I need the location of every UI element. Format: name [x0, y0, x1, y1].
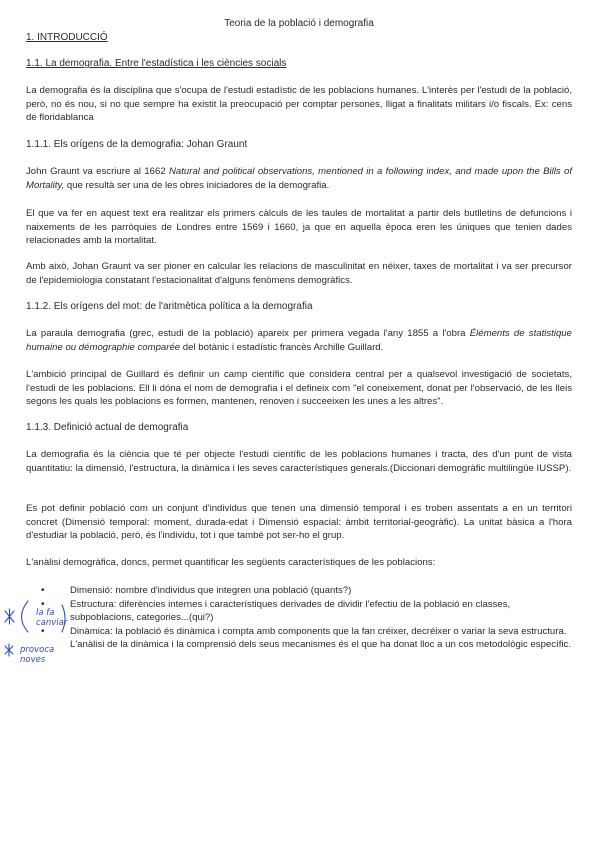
characteristics-list: [70, 584, 572, 652]
text-run: John Graunt va escriure al 1662: [26, 166, 169, 177]
paragraph-definicio-poblacio: Es pot definir població com un conjunt d'individus que tenen una dimensió temporal i es troben assentats a en un territori concret (Dimensió temporal: moment, durada-edat i Dimensió espacial: àmbit territorial-geogràfic). La unitat bàsica a l'hora d'estudiar la població, però, és l'individu, tot i que també pot ser-ho el grup.: [26, 503, 572, 542]
subsection-heading-1-1-1: 1.1.1. Els orígens de la demografia: Johan Graunt: [26, 139, 248, 150]
paragraph-guillard-ambicio: L'ambició principal de Guillard és definir un camp científic que considera central per a qualsevol investigació de societats, l'estudi de les poblacions. Ell li dóna el nom de demografia i el defineix com "el coneixement, donat per l'observació, de les lleis segons les quals les poblacions es formen, mantenen, renoven i succeeixen les unes a les altres".: [26, 369, 572, 408]
handwritten-note: provoca noves: [20, 645, 55, 665]
paragraph-graunt-pioner: Amb això, Johan Graunt va ser pioner en calcular les relacions de masculinitat en néixer, taxes de mortalitat i va ser precursor de l'epidemiologia constatant l'estacionalitat d'alguns fenòmens demogràfics.: [26, 261, 572, 286]
list-item-dimensio: • Dimensió: nombre d'individus que integren una població (quants?): [70, 584, 572, 598]
open-bracket-mark: [22, 601, 29, 632]
text-run: La paraula demografia (grec, estudi de la població) apareix per primera vegada l'any 1855 a l'obra: [26, 328, 470, 339]
text-run: que resultà ser una de les obres iniciadores de la demografia.: [64, 179, 330, 191]
asterisk-mark: [5, 644, 13, 656]
book-title: Éléments de statistique humaine ou démographie comparée: [26, 328, 572, 353]
paragraph-taules-mortalitat: El que va fer en aquest text era realitzar els primers càlculs de les taules de mortalitat a partir dels butlletins de defuncions i naixements de les parròquies de Londres entre 1569 i 1660, ja que en aquella època eren les úniques que tenien dades relacionades amb la mortalitat.: [26, 208, 572, 247]
subsection-heading-1-1: 1.1. La demografia. Entre l'estadística i les ciències socials: [26, 58, 287, 69]
subsection-heading-1-1-3: 1.1.3. Definició actual de demografia: [26, 422, 189, 433]
subsection-heading-1-1-2: 1.1.2. Els orígens del mot: de l'aritmètica política a la demografia: [26, 301, 313, 312]
page-title: Teoria de la població i demografia: [224, 18, 374, 29]
section-heading-introduccio: 1. INTRODUCCIÓ: [26, 32, 108, 43]
list-item-dinamica: • Dinàmica: la població és dinàmica i compta amb components que la fan créixer, decréixer o variar la seva estructura. L'anàlisi de la dinàmica i la comprensió dels seus mecanismes és el que ha donat lloc a un cos metodològic específic.: [70, 625, 572, 652]
list-item-estructura: • Estructura: diferències internes i característiques derivades de dividir l'efectiu de la població en classes, subpoblacions, categories...(qui?): [70, 598, 572, 625]
text-run: del botànic i estadístic francès Archille Guillard.: [180, 341, 384, 353]
paragraph-demografia-definicio: La demografia és la disciplina que s'ocupa de l'estudi estadístic de les poblacions humanes. L'interès per l'estudi de la població, però, no és nou, si no que sempre ha existit la preocupació per comptar persones, lligat a finalitats militars i/o fiscals. Ex: cens de floridablanca: [26, 85, 572, 124]
handwritten-note: la fa canviar: [36, 608, 68, 628]
asterisk-mark: [5, 609, 14, 624]
paragraph-definicio-actual: La demografia és la ciència que té per objecte l'estudi científic de les poblacions humanes i tracta, des d'un punt de vista quantitatiu: la dimensió, l'estructura, la dinàmica i les seves característiques generals.(Diccionari demogràfic multilingüe IUSSP).: [26, 449, 572, 474]
paragraph-analisi-demografica: L'anàlisi demogràfica, doncs, permet quantificar les següents característiques de les poblacions:: [26, 557, 436, 568]
handwritten-annotation: [0, 0, 120, 680]
book-title: Natural and political observations, mentioned in a following index, and made upon the Bills of Mortality,: [26, 166, 572, 191]
